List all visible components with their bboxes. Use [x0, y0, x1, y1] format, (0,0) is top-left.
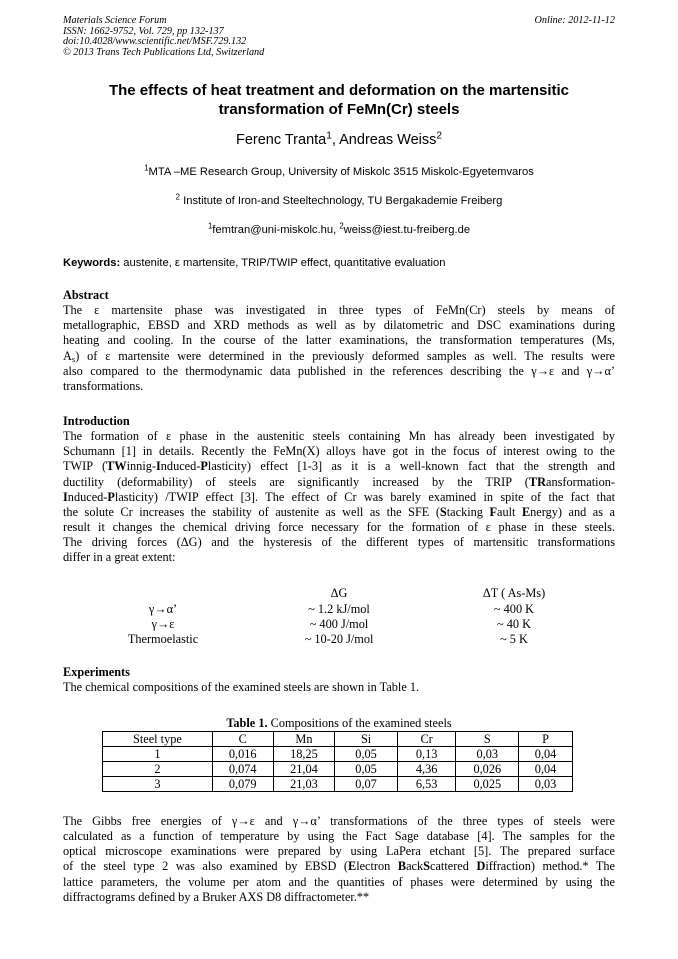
copyright-line: © 2013 Trans Tech Publications Ltd, Switzerland — [63, 46, 265, 58]
text-run: ansformation- — [546, 474, 615, 489]
text-run: TWIP ( — [63, 459, 107, 474]
issn-line: ISSN: 1662-9752, Vol. 729, pp 132-137 — [63, 25, 224, 37]
row-label: γ→α’ — [148, 602, 178, 616]
author-name: Ferenc Tranta — [235, 132, 327, 148]
table-cell: 0,074 — [212, 762, 273, 777]
bold-run: E — [521, 504, 531, 519]
text-run: ault — [496, 504, 522, 519]
text-run: the solute Cr increases the stability of austenite as well as the SFE ( — [63, 504, 440, 519]
text-line — [63, 859, 615, 874]
title-line-2: transformation of FeMn(Cr) steels — [218, 101, 460, 118]
text-line — [63, 475, 615, 490]
affiliation-1 — [63, 165, 615, 179]
table-header-cell: Steel type — [103, 732, 213, 747]
table-cell: 21,04 — [273, 762, 335, 777]
affiliation-text: MTA –ME Research Group, University of Miskolc 3515 Miskolc-Egyetemvaros — [148, 166, 534, 178]
text-line — [63, 490, 615, 505]
affiliation-text: Institute of Iron-and Steeltechnology, TU Bergakademie Freiberg — [180, 195, 503, 207]
text-line: transformations. — [63, 378, 144, 393]
text-line: Schumann [1] in details. Recently the FeMn(X) alloys have got in the focus of interest owing to the — [63, 444, 615, 459]
text-line: heating and cooling. In the course of the latter examinations, the transformation temperatures (Ms, — [63, 333, 615, 348]
keywords — [63, 256, 623, 270]
text-run: lasticity) effect [1-3] as it is a well-known fact that the strength and — [207, 459, 615, 474]
text-line: calculated as a function of temperature by using the Fact Sage database [4]. The samples for the — [63, 829, 615, 844]
bold-run: S — [423, 859, 430, 874]
title-line-1: The effects of heat treatment and deformation on the martensitic — [108, 82, 570, 99]
bold-run: S — [439, 504, 447, 519]
text-run: nduced- — [160, 459, 201, 474]
affiliation-marker: 1 — [207, 221, 213, 231]
table-cell: 0,079 — [212, 777, 273, 792]
text-line: lattice parameters, the volume per atom and the quantities of phases were determined by using the — [63, 874, 615, 889]
table-cell: 2 — [103, 762, 213, 777]
bold-run: I — [155, 459, 161, 474]
text-run: lectron — [356, 859, 398, 874]
email-link[interactable]: weiss@iest.tu-freiberg.de — [343, 224, 471, 236]
experiments-heading: Experiments — [63, 665, 130, 679]
table-cell: 3 — [103, 777, 213, 792]
keywords-text: austenite, ε martensite, TRIP/TWIP effect, quantitative evaluation — [120, 257, 446, 269]
email-link[interactable]: femtran@uni-miskolc.hu, — [212, 224, 340, 236]
text-line — [63, 505, 615, 520]
text-run: nduced- — [67, 489, 108, 504]
table-cell: 0,03 — [519, 777, 573, 792]
journal-header — [63, 16, 615, 58]
row-value: ~ 40 K — [497, 617, 531, 631]
text-run: ductility (deformability) of steels are significantly increased by the TRIP ( — [63, 474, 529, 489]
text-line: The ε martensite phase was investigated in three types of FeMn(Cr) steels by means of — [63, 303, 615, 318]
table-header-row — [103, 732, 573, 747]
text-run: innig- — [126, 459, 156, 474]
table-cell: 21,03 — [273, 777, 335, 792]
paper-title — [63, 81, 615, 119]
table-caption-label: Table 1. — [226, 716, 268, 730]
text-line: The formation of ε phase in the austenitic steels containing Mn has already been investigated by — [63, 429, 615, 444]
bold-run: TW — [106, 459, 127, 474]
author-name: Andreas Weiss — [339, 132, 437, 148]
table-caption — [63, 716, 615, 730]
row-label: γ→ε — [151, 617, 175, 631]
text-run: A — [63, 348, 72, 363]
abstract-heading: Abstract — [63, 288, 109, 302]
bold-run: B — [397, 859, 407, 874]
text-line — [63, 459, 615, 474]
table-row — [103, 747, 573, 762]
doi-line[interactable]: doi:10.4028/www.scientific.net/MSF.729.132 — [63, 36, 247, 47]
text-line: diffractograms defined by a Bruker AXS D8 diffractometer.** — [63, 889, 370, 904]
table-cell: 0,07 — [335, 777, 397, 792]
row-value: ~ 5 K — [500, 632, 528, 646]
introduction-section — [63, 414, 615, 566]
text-run: tacking — [446, 504, 490, 519]
table-header-cell: Cr — [397, 732, 456, 747]
row-label: Thermoelastic — [127, 632, 199, 646]
table-row — [103, 762, 573, 777]
journal-name: Materials Science Forum — [63, 15, 167, 26]
table-cell: 0,13 — [397, 747, 456, 762]
table-cell: 0,04 — [519, 747, 573, 762]
table-cell: 18,25 — [273, 747, 335, 762]
text-line: The chemical compositions of the examined steels are shown in Table 1. — [63, 680, 420, 695]
affiliation-marker: 1 — [144, 163, 149, 173]
keywords-label: Keywords: — [63, 257, 121, 269]
table-cell: 0,05 — [335, 747, 397, 762]
bold-run: P — [107, 489, 115, 504]
text-run: of the steel type 2 was also examined by EBSD ( — [63, 859, 348, 874]
text-run: lasticity) /TWIP effect [3]. The effect of Cr was barely examined in spite of the fact that — [114, 489, 615, 504]
table-caption-text: Compositions of the examined steels — [267, 716, 452, 730]
abstract-section — [63, 288, 615, 394]
table-cell: 6,53 — [397, 777, 456, 792]
table-cell: 0,05 — [335, 762, 397, 777]
column-header: ΔT ( As-Ms) — [482, 586, 546, 600]
subscript: s — [71, 353, 76, 364]
text-line: The Gibbs free energies of γ→ε and γ→α’ transformations of the three types of steels were — [63, 814, 615, 828]
table-row — [103, 777, 573, 792]
text-run: nergy) and as a — [530, 504, 615, 519]
row-value: ~ 10-20 J/mol — [304, 632, 374, 646]
text-line: metallographic, EBSD and XRD methods as well as by dilatometric and DSC examinations during — [63, 318, 615, 333]
email-line — [63, 223, 615, 237]
affiliation-marker: 2 — [339, 221, 344, 231]
bold-run: E — [347, 859, 357, 874]
text-line: result it changes the chemical driving force necessary for the formation of ε phase in these steels. — [63, 520, 615, 535]
bold-run: I — [63, 489, 68, 504]
table-cell: 0,016 — [212, 747, 273, 762]
affiliation-marker: 2 — [436, 130, 443, 142]
author-list — [63, 131, 615, 149]
bold-run: F — [489, 504, 497, 519]
column-header: ΔG — [330, 586, 348, 600]
composition-table — [102, 731, 573, 792]
affiliation-2 — [63, 194, 615, 208]
experiments-section — [63, 665, 615, 695]
affiliation-marker: 1 — [326, 130, 332, 142]
text-run: ack — [406, 859, 424, 874]
table-cell: 0,04 — [519, 762, 573, 777]
introduction-heading: Introduction — [63, 414, 130, 428]
table-header-cell: Mn — [273, 732, 335, 747]
table-header-cell: S — [456, 732, 519, 747]
text-line — [63, 349, 615, 364]
text-line: also compared to the thermodynamic data published in the references describing the γ→ε and γ→α’ — [63, 363, 615, 378]
text-line: differ in a great extent: — [63, 550, 176, 565]
bold-run: D — [476, 859, 486, 874]
author-separator: , — [331, 132, 340, 148]
methods-paragraph — [63, 814, 615, 905]
row-value: ~ 1.2 kJ/mol — [308, 602, 370, 616]
text-line: optical microscope examinations were prepared by using LaPera etchant [5]. The prepared surface — [63, 844, 615, 859]
text-run: iffraction) method.* The — [485, 859, 616, 874]
text-run: cattered — [429, 859, 477, 874]
row-value: ~ 400 J/mol — [309, 617, 369, 631]
bold-run: TR — [528, 474, 547, 489]
table-cell: 1 — [103, 747, 213, 762]
driving-force-table — [63, 586, 615, 648]
table-cell: 4,36 — [397, 762, 456, 777]
table-header-cell: Si — [335, 732, 397, 747]
text-line: The driving forces (ΔG) and the hysteresis of the different types of martensitic transformations — [63, 535, 615, 550]
online-date: Online: 2012-11-12 — [534, 15, 615, 26]
row-value: ~ 400 K — [493, 602, 535, 616]
table-cell: 0,026 — [456, 762, 519, 777]
bold-run: P — [200, 459, 208, 474]
table-header-cell: C — [212, 732, 273, 747]
table-header-cell: P — [519, 732, 573, 747]
table-cell: 0,03 — [456, 747, 519, 762]
table-cell: 0,025 — [456, 777, 519, 792]
text-run: ) of ε martensite were determined in the previously deformed samples as well. The results were — [75, 348, 615, 363]
affiliation-marker: 2 — [175, 192, 180, 202]
